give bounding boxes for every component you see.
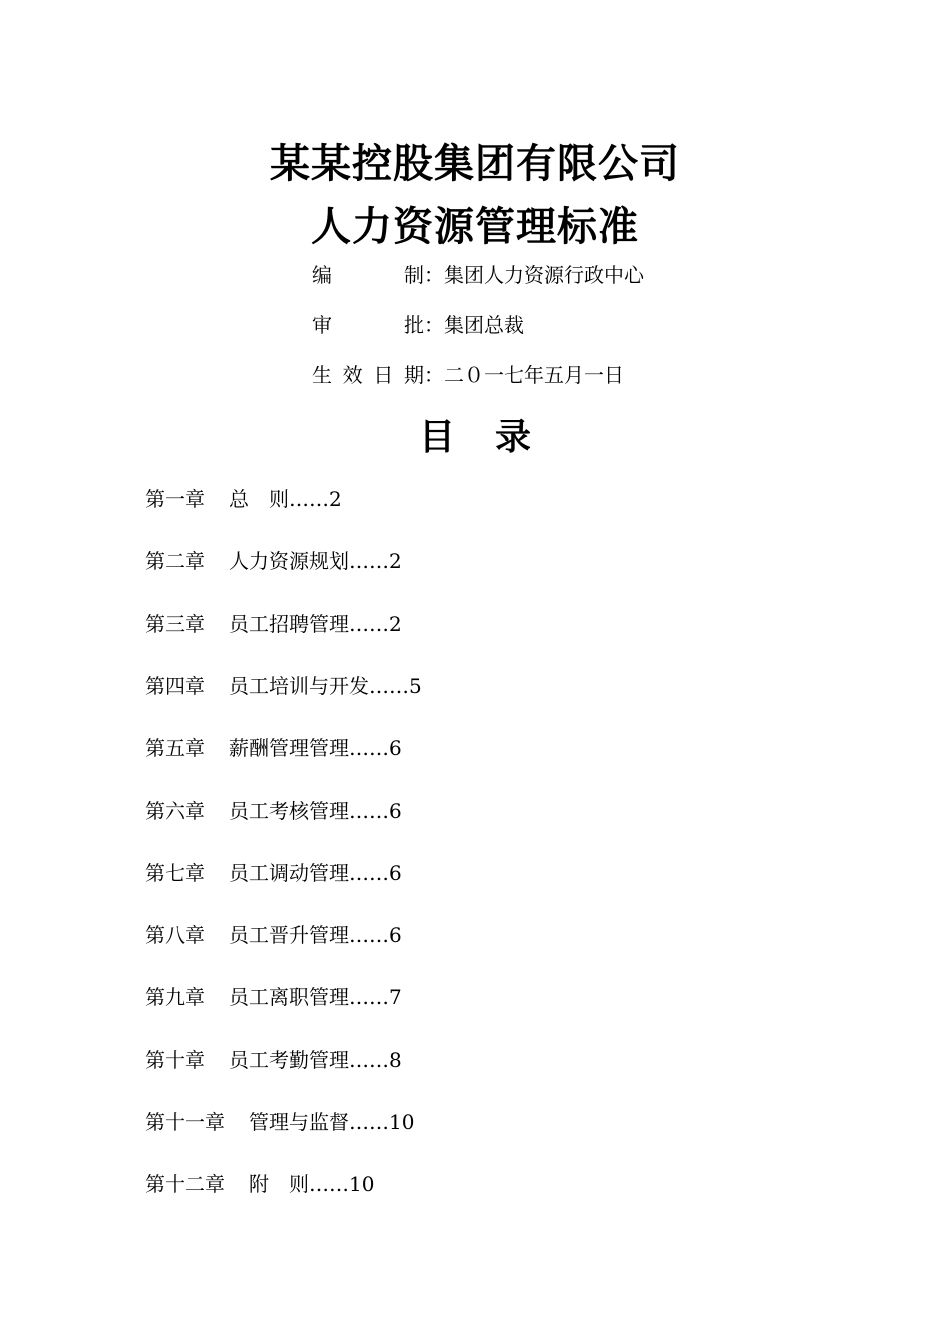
meta-row-compiler xyxy=(312,260,644,290)
toc-chapter-title: 员工招聘管理 xyxy=(229,612,349,636)
toc-item xyxy=(145,1107,414,1137)
meta-value: 集团人力资源行政中心 xyxy=(444,263,644,287)
toc-page-number: ……6 xyxy=(349,861,402,885)
toc-item xyxy=(145,982,402,1012)
toc-chapter-title: 附 则 xyxy=(249,1172,309,1196)
toc-item xyxy=(145,484,342,514)
toc-chapter-title: 管理与监督 xyxy=(249,1110,349,1134)
meta-colon: ： xyxy=(424,263,444,287)
meta-row-approver xyxy=(312,310,524,340)
toc-chapter-number: 第二章 xyxy=(145,549,205,573)
toc-item xyxy=(145,1169,374,1199)
toc-item xyxy=(145,796,402,826)
toc-page-number: ……6 xyxy=(349,799,402,823)
toc-chapter-title: 员工考核管理 xyxy=(229,799,349,823)
toc-chapter-number: 第五章 xyxy=(145,736,205,760)
meta-label: 生效日期 xyxy=(312,363,424,387)
toc-heading xyxy=(0,416,950,460)
toc-chapter-number: 第四章 xyxy=(145,674,205,698)
toc-chapter-title: 员工调动管理 xyxy=(229,861,349,885)
toc-page-number: ……10 xyxy=(309,1172,375,1196)
toc-page-number: ……7 xyxy=(349,985,402,1009)
meta-row-effective-date xyxy=(312,360,624,390)
toc-heading-char: 录 xyxy=(495,417,532,458)
meta-colon: ： xyxy=(424,313,444,337)
meta-colon: ： xyxy=(424,363,444,387)
meta-label: 编制 xyxy=(312,263,424,287)
toc-chapter-number: 第六章 xyxy=(145,799,205,823)
meta-value: 集团总裁 xyxy=(444,313,524,337)
toc-chapter-number: 第十一章 xyxy=(145,1110,225,1134)
toc-chapter-number: 第七章 xyxy=(145,861,205,885)
toc-heading-char: 目 xyxy=(418,417,455,458)
meta-label: 审批 xyxy=(312,313,424,337)
toc-chapter-title: 薪酬管理管理 xyxy=(229,736,349,760)
toc-chapter-title: 员工离职管理 xyxy=(229,985,349,1009)
toc-chapter-title: 员工培训与开发 xyxy=(229,674,369,698)
toc-item xyxy=(145,1045,402,1075)
toc-page-number: ……6 xyxy=(349,923,402,947)
toc-page-number: ……10 xyxy=(349,1110,415,1134)
toc-page-number: ……6 xyxy=(349,736,402,760)
toc-page-number: ……2 xyxy=(289,487,342,511)
toc-chapter-number: 第十章 xyxy=(145,1048,205,1072)
toc-page-number: ……8 xyxy=(349,1048,402,1072)
toc-item xyxy=(145,920,402,950)
toc-chapter-number: 第九章 xyxy=(145,985,205,1009)
toc-page-number: ……2 xyxy=(349,612,402,636)
toc-page-number: ……5 xyxy=(369,674,422,698)
toc-item xyxy=(145,671,422,701)
document-title: 人力资源管理标准 xyxy=(311,204,639,250)
toc-item xyxy=(145,858,402,888)
toc-chapter-title: 人力资源规划 xyxy=(229,549,349,573)
toc-chapter-number: 第一章 xyxy=(145,487,205,511)
toc-chapter-title: 员工考勤管理 xyxy=(229,1048,349,1072)
toc-chapter-number: 第三章 xyxy=(145,612,205,636)
toc-item xyxy=(145,609,402,639)
company-title: 某某控股集团有限公司 xyxy=(270,141,680,187)
toc-chapter-number: 第八章 xyxy=(145,923,205,947)
toc-item xyxy=(145,546,402,576)
meta-value: 二０一七年五月一日 xyxy=(444,363,624,387)
toc-item xyxy=(145,733,402,763)
toc-page-number: ……2 xyxy=(349,549,402,573)
toc-chapter-title: 员工晋升管理 xyxy=(229,923,349,947)
toc-chapter-number: 第十二章 xyxy=(145,1172,225,1196)
toc-chapter-title: 总 则 xyxy=(229,487,289,511)
